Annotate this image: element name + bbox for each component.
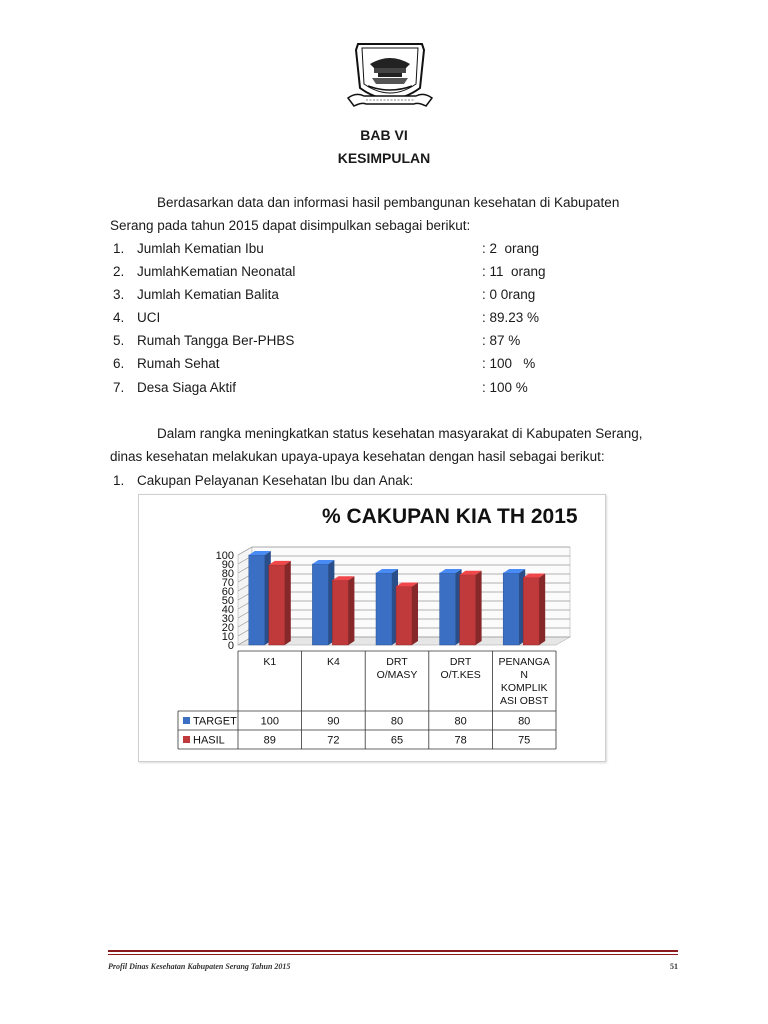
data-value-label: 89 <box>263 734 276 747</box>
item-number: 4. <box>113 310 125 326</box>
item-number: 5. <box>113 333 125 349</box>
item-label: UCI <box>137 310 161 326</box>
item-value: : 0 0rang <box>482 287 536 303</box>
item-label: Cakupan Pelayanan Kesehatan Ibu dan Anak: <box>137 473 414 488</box>
footer-rule-thin <box>108 954 678 955</box>
item-label: Desa Siaga Aktif <box>137 379 237 395</box>
y-tick-label: 20 <box>221 622 234 634</box>
data-value-label: 65 <box>390 734 404 747</box>
footer-text: Profil Dinas Kesehatan Kabupaten Serang Tahun 2015 <box>108 962 291 971</box>
x-category-label: ASI OBST <box>499 695 549 707</box>
y-tick-label: 100 <box>215 550 234 562</box>
item-value: : 100 % <box>482 379 528 395</box>
x-category-label: KOMPLIK <box>500 682 548 694</box>
intro-line-1: Berdasarkan data dan informasi hasil pembangunan kesehatan di Kabupaten <box>157 195 620 210</box>
data-value-label: 78 <box>454 734 467 747</box>
bar-side-hasil-4 <box>539 574 545 646</box>
bar-side-hasil-3 <box>476 571 482 645</box>
y-tick-label: 40 <box>221 604 234 616</box>
y-tick-label: 70 <box>221 577 234 589</box>
y-tick-label: 50 <box>221 595 234 607</box>
item-number: 7. <box>113 379 125 395</box>
bar-target-3 <box>440 573 456 645</box>
item-number: 1. <box>113 241 125 256</box>
bar-hasil-0 <box>269 565 285 645</box>
data-value-label: 80 <box>454 715 467 728</box>
x-category-label: DRT <box>386 656 408 668</box>
item-number: 2. <box>113 264 125 280</box>
legend-label: HASIL <box>193 734 225 747</box>
data-value-label: 80 <box>390 715 404 728</box>
x-category-label: O/T.KES <box>440 669 481 681</box>
legend-label: TARGET <box>193 715 237 728</box>
chapter-heading: BAB VI <box>360 127 408 143</box>
bar-target-0 <box>249 555 265 645</box>
x-category-label: K1 <box>263 656 277 668</box>
item-number: 1. <box>113 473 125 488</box>
item-number: 3. <box>113 287 125 303</box>
item-value: : 89.23 % <box>482 310 540 326</box>
data-value-label: 90 <box>327 715 340 728</box>
item-value: : 11 orang <box>482 264 546 280</box>
y-tick-label: 80 <box>221 568 234 580</box>
footer-rule <box>108 950 678 952</box>
bar-target-4 <box>503 573 519 645</box>
bar-side-hasil-0 <box>285 561 291 645</box>
item-label: Jumlah Kematian Ibu <box>137 241 264 256</box>
y-tick-label: 10 <box>221 631 234 643</box>
y-tick-label: 30 <box>221 613 234 625</box>
x-category-label: DRT <box>449 656 472 668</box>
y-tick-label: 0 <box>227 640 234 652</box>
x-category-label: K4 <box>326 656 340 668</box>
item-label: Rumah Tangga Ber-PHBS <box>137 333 295 349</box>
y-tick-label: 90 <box>221 559 234 571</box>
x-category-label: PENANGA <box>498 656 550 668</box>
chart-title: % CAKUPAN KIA TH 2015 <box>322 505 578 528</box>
x-category-label: N <box>520 669 528 681</box>
x-category-label: O/MASY <box>376 669 418 681</box>
item-value: : 87 % <box>482 333 521 349</box>
chapter-title: KESIMPULAN <box>337 150 431 166</box>
item-value: : 2 orang <box>482 241 540 256</box>
data-value-label: 100 <box>260 715 279 728</box>
item-label: Rumah Sehat <box>137 356 220 372</box>
bar-hasil-2 <box>396 587 412 646</box>
data-value-label: 75 <box>518 734 531 747</box>
para2-line-2: dinas kesehatan melakukan upaya-upaya kesehatan dengan hasil sebagai berikut: <box>110 449 605 464</box>
y-tick-label: 60 <box>221 586 234 598</box>
bar-side-hasil-2 <box>412 583 418 646</box>
data-value-label: 80 <box>518 715 531 728</box>
item-label: Jumlah Kematian Balita <box>137 287 279 303</box>
intro-line-2: Serang pada tahun 2015 dapat disimpulkan sebagai berikut: <box>110 218 471 233</box>
bar-hasil-3 <box>460 575 476 645</box>
item-label: JumlahKematian Neonatal <box>137 264 296 280</box>
bar-hasil-1 <box>332 580 348 645</box>
bar-target-2 <box>376 573 392 645</box>
para2-line-1: Dalam rangka meningkatkan status kesehatan masyarakat di Kabupaten Serang, <box>157 426 643 441</box>
data-value-label: 72 <box>327 734 340 747</box>
bar-hasil-4 <box>523 578 539 646</box>
page-number: 51 <box>670 962 678 971</box>
legend-key-hasil <box>183 736 190 743</box>
legend-key-target <box>183 717 190 724</box>
item-number: 6. <box>113 356 125 372</box>
item-value: : 100 % <box>482 356 536 372</box>
bar-target-1 <box>312 564 328 645</box>
page-footer <box>108 962 678 971</box>
bar-side-hasil-1 <box>348 576 354 645</box>
